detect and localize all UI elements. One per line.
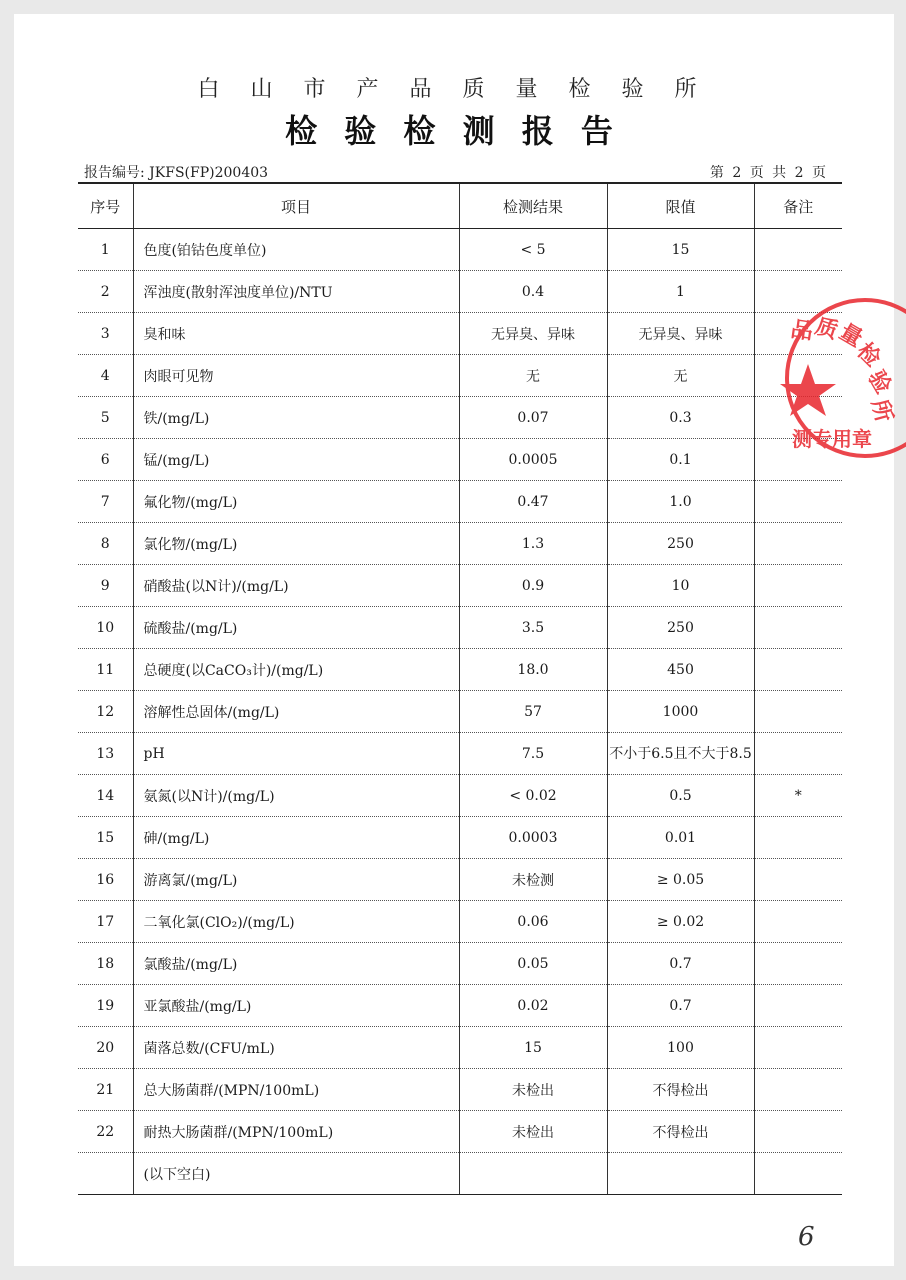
row-number: 14 (78, 775, 133, 817)
table-row (78, 523, 842, 565)
row-number: 19 (78, 985, 133, 1027)
row-item: 氨氮(以N计)/(mg/L) (133, 775, 459, 817)
limit-text: 不小于6.5且不大于8.5 (609, 745, 752, 762)
table-row (78, 817, 842, 859)
row-number: 21 (78, 1069, 133, 1111)
row-limit: 10 (607, 565, 754, 607)
row-limit: 250 (607, 523, 754, 565)
row-limit: 0.5 (607, 775, 754, 817)
table-row (78, 439, 842, 481)
row-note (754, 901, 842, 943)
report-number: 报告编号: JKFS(FP)200403 (84, 165, 269, 181)
row-note (754, 1069, 842, 1111)
row-note (754, 439, 842, 481)
row-item: 砷/(mg/L) (133, 817, 459, 859)
row-note (754, 481, 842, 523)
table-row (78, 1153, 842, 1195)
row-limit: 无异臭、异味 (607, 313, 754, 355)
row-result: 0.0003 (459, 817, 607, 859)
row-result: 0.9 (459, 565, 607, 607)
table-row (78, 985, 842, 1027)
row-item: 菌落总数/(CFU/mL) (133, 1027, 459, 1069)
row-item: 锰/(mg/L) (133, 439, 459, 481)
row-limit (607, 733, 754, 775)
row-item: 总硬度(以CaCO₃计)/(mg/L) (133, 649, 459, 691)
row-number: 17 (78, 901, 133, 943)
row-result: 0.4 (459, 271, 607, 313)
table-row (78, 313, 842, 355)
header-item: 项目 (133, 183, 459, 229)
svg-text:测专用章: 测专用章 (792, 427, 872, 451)
row-item: 色度(铂钴色度单位) (133, 229, 459, 271)
row-number: 12 (78, 691, 133, 733)
row-result: 7.5 (459, 733, 607, 775)
report-title: 检 验 检 测 报 告 (285, 112, 621, 150)
row-number: 7 (78, 481, 133, 523)
row-item: 总大肠菌群/(MPN/100mL) (133, 1069, 459, 1111)
row-note (754, 817, 842, 859)
page-indicator: 第 2 页 共 2 页 (709, 165, 828, 181)
table-row (78, 691, 842, 733)
row-note: * (754, 775, 842, 817)
row-item: 硫酸盐/(mg/L) (133, 607, 459, 649)
handwritten-page-mark: 6 (798, 1222, 815, 1252)
row-number: 20 (78, 1027, 133, 1069)
row-limit: 0.01 (607, 817, 754, 859)
row-item: 臭和味 (133, 313, 459, 355)
svg-text:验: 验 (862, 366, 896, 399)
row-result: 0.06 (459, 901, 607, 943)
row-number: 8 (78, 523, 133, 565)
row-note (754, 733, 842, 775)
table-row (78, 1027, 842, 1069)
row-note (754, 1153, 842, 1195)
svg-text:检: 检 (851, 338, 886, 372)
row-number: 22 (78, 1111, 133, 1153)
row-note (754, 229, 842, 271)
row-result: 18.0 (459, 649, 607, 691)
row-result: 0.07 (459, 397, 607, 439)
row-item: (以下空白) (133, 1153, 459, 1195)
row-note (754, 355, 842, 397)
row-item: 二氧化氯(ClO₂)/(mg/L) (133, 901, 459, 943)
row-item: 溶解性总固体/(mg/L) (133, 691, 459, 733)
row-limit: 0.7 (607, 985, 754, 1027)
row-number: 15 (78, 817, 133, 859)
row-note (754, 1111, 842, 1153)
row-limit: 不得检出 (607, 1111, 754, 1153)
row-limit: ≥ 0.05 (607, 859, 754, 901)
svg-text:量: 量 (835, 319, 867, 353)
table-row (78, 943, 842, 985)
row-item: 游离氯/(mg/L) (133, 859, 459, 901)
row-number: 16 (78, 859, 133, 901)
row-note (754, 859, 842, 901)
table-row (78, 229, 842, 271)
row-limit (607, 1153, 754, 1195)
row-note (754, 943, 842, 985)
table-row (78, 271, 842, 313)
row-item: 浑浊度(散射浑浊度单位)/NTU (133, 271, 459, 313)
table-row (78, 607, 842, 649)
row-item: 铁/(mg/L) (133, 397, 459, 439)
row-number: 9 (78, 565, 133, 607)
table-row (78, 1069, 842, 1111)
table-row (78, 649, 842, 691)
row-limit: 100 (607, 1027, 754, 1069)
row-limit: ≥ 0.02 (607, 901, 754, 943)
row-result: 0.05 (459, 943, 607, 985)
row-result: 未检出 (459, 1069, 607, 1111)
row-number: 2 (78, 271, 133, 313)
table-header-row (78, 183, 842, 229)
row-result: 无异臭、异味 (459, 313, 607, 355)
row-limit: 1000 (607, 691, 754, 733)
row-note (754, 691, 842, 733)
row-limit: 450 (607, 649, 754, 691)
row-result: 未检出 (459, 1111, 607, 1153)
row-result: 57 (459, 691, 607, 733)
row-result: 0.02 (459, 985, 607, 1027)
header-result: 检测结果 (459, 183, 607, 229)
row-limit: 无 (607, 355, 754, 397)
row-note (754, 313, 842, 355)
row-result: < 5 (459, 229, 607, 271)
row-number: 1 (78, 229, 133, 271)
row-number: 13 (78, 733, 133, 775)
row-item: 氯酸盐/(mg/L) (133, 943, 459, 985)
table-row (78, 901, 842, 943)
svg-text:所: 所 (866, 397, 897, 425)
table-row (78, 397, 842, 439)
results-table (78, 182, 842, 1195)
row-note (754, 649, 842, 691)
row-result: 1.3 (459, 523, 607, 565)
table-row (78, 1111, 842, 1153)
row-result (459, 1153, 607, 1195)
table-row (78, 355, 842, 397)
row-result: 无 (459, 355, 607, 397)
row-number: 18 (78, 943, 133, 985)
results-table-body (78, 229, 842, 1195)
row-item: 肉眼可见物 (133, 355, 459, 397)
organization-name: 白 山 市 产 品 质 量 检 验 所 (197, 77, 709, 102)
table-row (78, 859, 842, 901)
row-number: 11 (78, 649, 133, 691)
row-note (754, 1027, 842, 1069)
row-limit: 0.3 (607, 397, 754, 439)
row-number: 10 (78, 607, 133, 649)
row-item: 耐热大肠菌群/(MPN/100mL) (133, 1111, 459, 1153)
header-limit: 限值 (607, 183, 754, 229)
header-note: 备注 (754, 183, 842, 229)
row-result: 0.0005 (459, 439, 607, 481)
header-no: 序号 (78, 183, 133, 229)
row-result: 3.5 (459, 607, 607, 649)
row-item: 硝酸盐(以N计)/(mg/L) (133, 565, 459, 607)
row-number: 6 (78, 439, 133, 481)
row-note (754, 985, 842, 1027)
row-limit: 1.0 (607, 481, 754, 523)
row-note (754, 271, 842, 313)
row-limit: 15 (607, 229, 754, 271)
row-item: 氯化物/(mg/L) (133, 523, 459, 565)
row-number: 3 (78, 313, 133, 355)
row-limit: 250 (607, 607, 754, 649)
row-note (754, 523, 842, 565)
row-number: 5 (78, 397, 133, 439)
row-result: < 0.02 (459, 775, 607, 817)
row-result: 15 (459, 1027, 607, 1069)
row-result: 未检测 (459, 859, 607, 901)
svg-text:质: 质 (812, 313, 841, 345)
table-row (78, 565, 842, 607)
row-note (754, 565, 842, 607)
row-limit: 0.7 (607, 943, 754, 985)
row-note (754, 397, 842, 439)
row-number: 4 (78, 355, 133, 397)
svg-text:品: 品 (789, 317, 815, 346)
table-row (78, 481, 842, 523)
row-limit: 不得检出 (607, 1069, 754, 1111)
row-result: 0.47 (459, 481, 607, 523)
table-row (78, 733, 842, 775)
row-limit: 1 (607, 271, 754, 313)
table-row (78, 775, 842, 817)
row-item: 亚氯酸盐/(mg/L) (133, 985, 459, 1027)
row-note (754, 607, 842, 649)
row-limit: 0.1 (607, 439, 754, 481)
row-item: 氟化物/(mg/L) (133, 481, 459, 523)
row-item: pH (133, 733, 459, 775)
row-number (78, 1153, 133, 1195)
